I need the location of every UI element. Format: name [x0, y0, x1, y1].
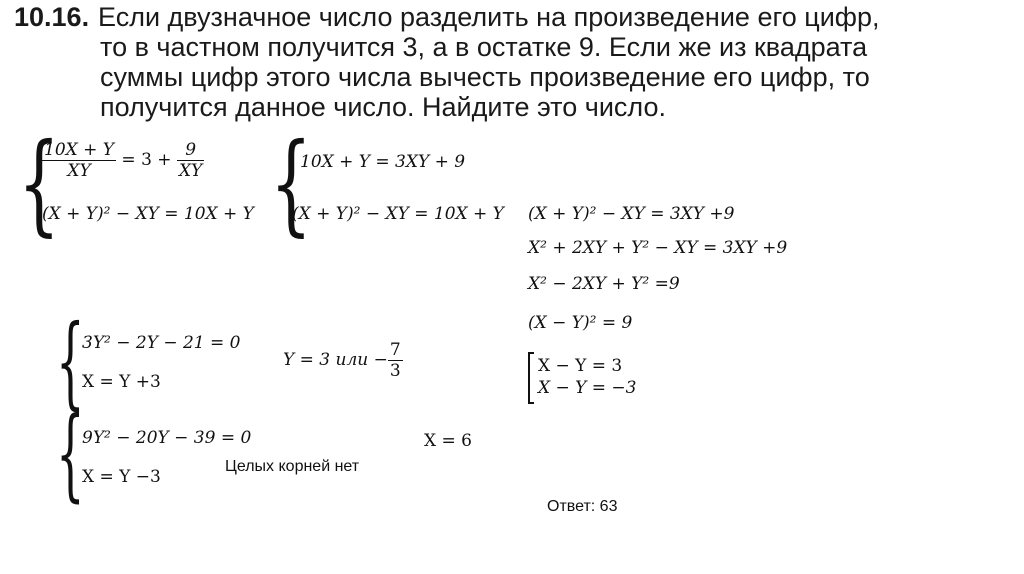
system3-root [283, 340, 403, 381]
system4-brace: { [56, 395, 85, 512]
system4-eq2: X = Y −3 [82, 467, 161, 487]
system3-root-prefix: Y = 3 или − [283, 350, 388, 370]
system1-eq1-mid: = 3 + [116, 150, 177, 170]
problem-line-3: суммы цифр этого числа вычесть произведение его цифр, то [100, 62, 870, 92]
system3-eq1: 3Y² − 2Y − 21 = 0 [82, 333, 241, 353]
x-value: X = 6 [424, 431, 472, 451]
case-1: X − Y = 3 [538, 356, 623, 376]
system1-eq2: (X + Y)² − XY = 10X + Y [42, 204, 254, 224]
cases-bracket [528, 352, 534, 404]
system1-brace: { [18, 119, 60, 247]
problem-statement [14, 2, 1014, 122]
problem-line-2: то в частном получится 3, а в остатке 9. Если же из квадрата [100, 32, 868, 62]
problem-line-4: получится данное число. Найдите это число. [100, 92, 666, 122]
system3-root-den: 3 [389, 361, 401, 381]
system2-eq2: (X + Y)² − XY = 10X + Y [292, 204, 504, 224]
chain-step-2: X² + 2XY + Y² − XY = 3XY +9 [528, 238, 788, 258]
system4-note: Целых корней нет [225, 458, 360, 475]
system3-eq2: X = Y +3 [82, 372, 161, 392]
case-2: X − Y = −3 [538, 378, 637, 398]
chain-step-3: X² − 2XY + Y² =9 [528, 274, 680, 294]
answer: Ответ: 63 [547, 498, 618, 515]
system1-frac1-num: 10X + Y [44, 140, 115, 160]
system1-frac2-num: 9 [177, 140, 204, 161]
system3-brace: { [56, 303, 85, 420]
chain-step-4: (X − Y)² = 9 [528, 313, 633, 333]
system4-eq1: 9Y² − 20Y − 39 = 0 [82, 428, 252, 448]
system1-frac2-den: XY [178, 161, 203, 181]
problem-number: 10.16. [14, 2, 90, 32]
system3-root-num: 7 [389, 340, 401, 360]
system2-eq1: 10X + Y = 3XY + 9 [300, 152, 466, 172]
system2-brace: { [270, 119, 312, 247]
problem-line-1: Если двузначное число разделить на произведение его цифр, [98, 2, 880, 32]
system1-eq1 [42, 140, 204, 181]
chain-step-1: (X + Y)² − XY = 3XY +9 [528, 204, 735, 224]
system1-frac1-den: XY [67, 161, 91, 181]
